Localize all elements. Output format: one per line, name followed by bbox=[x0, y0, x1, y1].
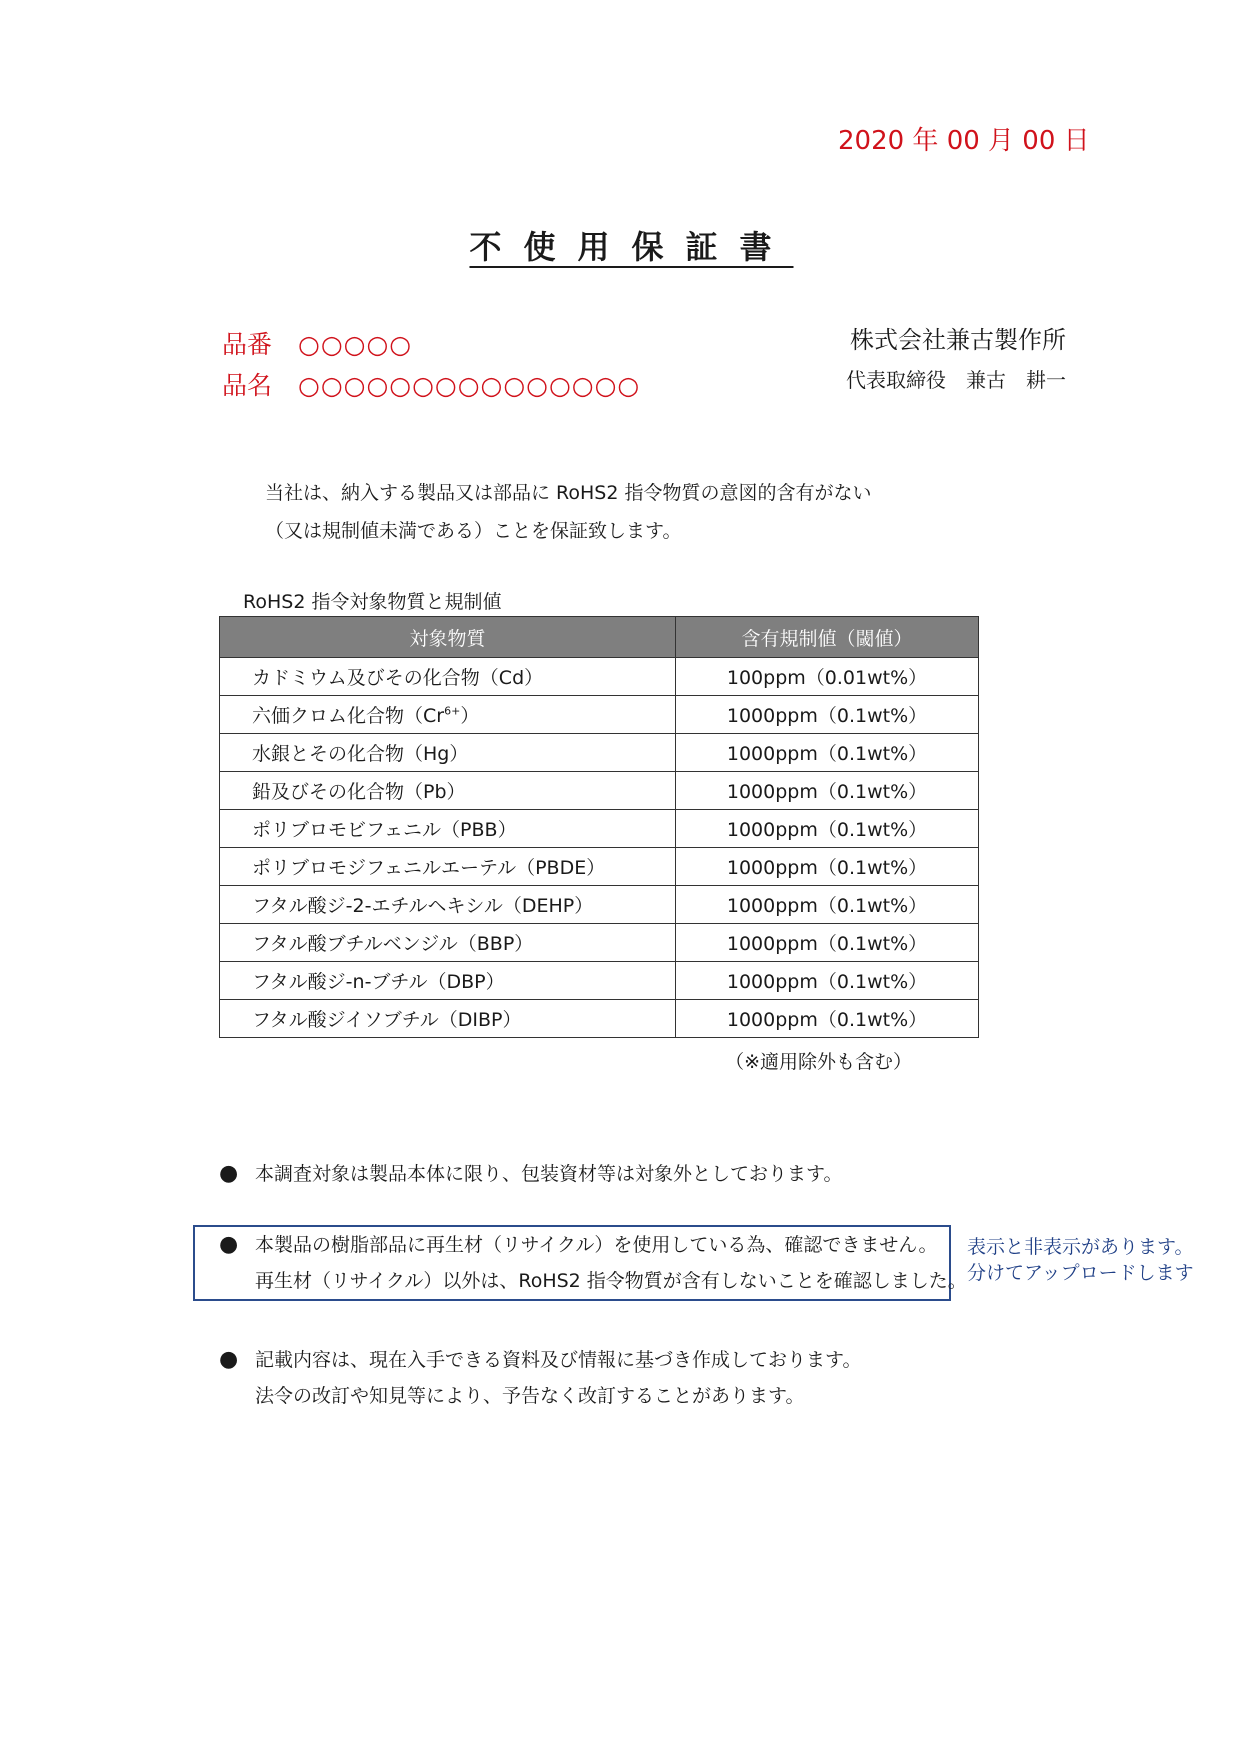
limit-cell: 1000ppm（0.1wt%） bbox=[676, 924, 979, 962]
substance-cell: 鉛及びその化合物（Pb） bbox=[220, 772, 676, 810]
product-number-value: ○○○○○ bbox=[298, 330, 413, 359]
table-row bbox=[220, 1000, 979, 1038]
limit-cell: 1000ppm（0.1wt%） bbox=[676, 734, 979, 772]
limit-cell: 1000ppm（0.1wt%） bbox=[676, 962, 979, 1000]
bullet-text bbox=[255, 1342, 861, 1414]
limit-cell: 1000ppm（0.1wt%） bbox=[676, 810, 979, 848]
limit-cell: 1000ppm（0.1wt%） bbox=[676, 848, 979, 886]
side-annotation-line-2: 分けてアップロードします bbox=[967, 1262, 1194, 1284]
limit-cell: 1000ppm（0.1wt%） bbox=[676, 772, 979, 810]
product-name-label: 品名 bbox=[222, 371, 273, 400]
product-name-row bbox=[222, 366, 640, 402]
substance-cell: ポリブロモビフェニル（PBB） bbox=[220, 810, 676, 848]
bullet-line: 記載内容は、現在入手できる資料及び情報に基づき作成しております。 bbox=[255, 1349, 862, 1371]
table-note: （※適用除外も含む） bbox=[725, 1051, 912, 1073]
header-limit: 含有規制値（閾値） bbox=[676, 617, 979, 658]
substance-table bbox=[219, 616, 979, 1038]
product-number-label: 品番 bbox=[222, 330, 273, 359]
limit-cell: 1000ppm（0.1wt%） bbox=[676, 886, 979, 924]
substance-text: 六価クロム化合物（Cr bbox=[252, 705, 445, 727]
superscript-charge: 6+ bbox=[444, 704, 461, 718]
substance-cell: フタル酸ジ-2-エチルヘキシル（DEHP） bbox=[220, 886, 676, 924]
limit-cell: 1000ppm（0.1wt%） bbox=[676, 1000, 979, 1038]
bullet-text bbox=[255, 1227, 967, 1299]
bullet-dot-icon: ● bbox=[219, 1161, 239, 1186]
table-row bbox=[220, 886, 979, 924]
header-substance: 対象物質 bbox=[220, 617, 676, 658]
table-row bbox=[220, 734, 979, 772]
table-row bbox=[220, 772, 979, 810]
bullet-text bbox=[255, 1156, 842, 1192]
side-annotation-line-1: 表示と非表示があります。 bbox=[967, 1236, 1194, 1258]
substance-cell: 水銀とその化合物（Hg） bbox=[220, 734, 676, 772]
guarantee-statement bbox=[265, 474, 872, 550]
document-title-text: 不使用保証書 bbox=[469, 228, 794, 266]
table-row bbox=[220, 696, 979, 734]
statement-line-2: （又は規制値未満である）ことを保証致します。 bbox=[265, 520, 682, 542]
statement-line-1: 当社は、納入する製品又は部品に RoHS2 指令物質の意図的含有がない bbox=[265, 482, 872, 504]
company-representative: 代表取締役 兼古 耕一 bbox=[846, 368, 1066, 392]
table-row bbox=[220, 924, 979, 962]
bullet-line: 本調査対象は製品本体に限り、包装資材等は対象外としております。 bbox=[255, 1163, 843, 1185]
bullet-dot-icon: ● bbox=[219, 1347, 239, 1372]
side-annotation bbox=[967, 1234, 1194, 1286]
product-number-row bbox=[222, 325, 412, 361]
substance-suffix: ） bbox=[460, 705, 480, 727]
company-name: 株式会社兼古製作所 bbox=[850, 326, 1066, 354]
substance-cell: ポリブロモジフェニルエーテル（PBDE） bbox=[220, 848, 676, 886]
table-row bbox=[220, 962, 979, 1000]
substance-cell: フタル酸ジイソブチル（DIBP） bbox=[220, 1000, 676, 1038]
limit-cell: 1000ppm（0.1wt%） bbox=[676, 696, 979, 734]
table-caption: RoHS2 指令対象物質と規制値 bbox=[243, 591, 502, 613]
document-date: 2020 年 00 月 00 日 bbox=[838, 126, 1090, 156]
document-title bbox=[0, 222, 1241, 268]
substance-cell: カドミウム及びその化合物（Cd） bbox=[220, 658, 676, 696]
table-row bbox=[220, 848, 979, 886]
bullet-line: 法令の改訂や知見等により、予告なく改訂することがあります。 bbox=[255, 1385, 805, 1407]
table-header-row bbox=[220, 617, 979, 658]
substance-cell: フタル酸ジ-n-ブチル（DBP） bbox=[220, 962, 676, 1000]
substance-cell: フタル酸ブチルベンジル（BBP） bbox=[220, 924, 676, 962]
product-name-value: ○○○○○○○○○○○○○○○ bbox=[298, 371, 641, 400]
table-row bbox=[220, 658, 979, 696]
bullet-line: 本製品の樹脂部品に再生材（リサイクル）を使用している為、確認できません。 bbox=[255, 1234, 938, 1256]
substance-cell bbox=[220, 696, 676, 734]
limit-cell: 100ppm（0.01wt%） bbox=[676, 658, 979, 696]
table-row bbox=[220, 810, 979, 848]
bullet-dot-icon: ● bbox=[219, 1232, 239, 1257]
bullet-line: 再生材（リサイクル）以外は、RoHS2 指令物質が含有しないことを確認しました。 bbox=[255, 1270, 967, 1292]
